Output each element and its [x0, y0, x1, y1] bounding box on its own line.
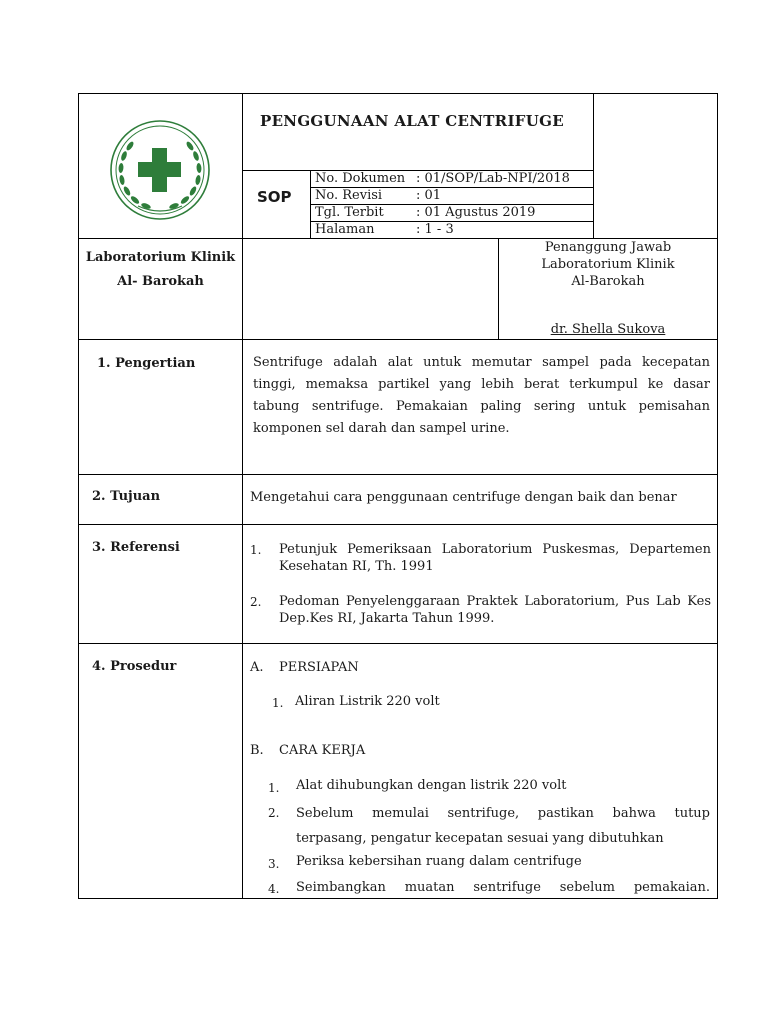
list-item: Sebelum memulai sentrifuge, pastikan bahwa tutup terpasang, pengatur kecepatan sesuai yang dibutuhkan	[296, 806, 710, 846]
responsible-block	[499, 239, 717, 290]
subsection-letter-a: A.	[250, 660, 264, 675]
document-title: PENGGUNAAN ALAT CENTRIFUGE	[260, 112, 564, 130]
subsection-title-cara-kerja: CARA KERJA	[279, 743, 366, 758]
list-item: Aliran Listrik 220 volt	[295, 694, 440, 709]
list-item-number: 2.	[268, 806, 280, 820]
list-item: Pedoman Penyelenggaraan Praktek Laboratorium, Pus Lab Kes Dep.Kes RI, Jakarta Tahun 1999.	[279, 594, 711, 626]
responsible-line-1: Penanggung Jawab	[544, 240, 672, 255]
meta-value-doc-number: : 01/SOP/Lab-NPI/2018	[416, 171, 570, 186]
meta-label-revision: No. Revisi	[315, 188, 383, 203]
meta-label-issue-date: Tgl. Terbit	[315, 205, 384, 220]
section-label-referensi: 3. Referensi	[92, 540, 180, 555]
subsection-letter-b: B.	[250, 743, 264, 758]
list-item: Alat dihubungkan dengan listrik 220 volt	[296, 778, 567, 793]
section-label-tujuan: 2. Tujuan	[92, 489, 161, 504]
institution-name	[79, 246, 242, 294]
meta-value-issue-date: : 01 Agustus 2019	[416, 205, 536, 220]
list-item-number: 1.	[250, 543, 262, 557]
list-item-number: 4.	[268, 882, 280, 896]
institution-line-2: Al- Barokah	[117, 274, 204, 289]
institution-line-1: Laboratorium Klinik	[85, 250, 236, 265]
section-label-pengertian: 1. Pengertian	[97, 356, 196, 371]
responsible-line-2: Laboratorium Klinik	[541, 257, 675, 272]
list-item-number: 2.	[250, 595, 262, 609]
section-label-prosedur: 4. Prosedur	[92, 659, 177, 674]
subsection-title-persiapan: PERSIAPAN	[279, 660, 359, 675]
clinic-logo	[108, 116, 212, 224]
list-item-number: 1.	[272, 696, 284, 710]
meta-label-page: Halaman	[315, 222, 375, 237]
responsible-line-3: Al-Barokah	[571, 274, 645, 289]
sop-label: SOP	[257, 188, 292, 206]
list-item: Periksa kebersihan ruang dalam centrifuge	[296, 854, 582, 869]
pengertian-text: Sentrifuge adalah alat untuk memutar sampel pada kecepatan tinggi, memaksa partikel yang lebih berat terkumpul ke dasar tabung sentrifuge. Pemakaian paling sering untuk pemisahan komponen sel darah dan sampel urine.	[253, 355, 710, 436]
list-item-number: 1.	[268, 781, 280, 795]
tujuan-text: Mengetahui cara penggunaan centrifuge dengan baik dan benar	[250, 490, 677, 505]
meta-value-page: : 1 - 3	[416, 222, 454, 237]
meta-value-revision: : 01	[416, 188, 442, 203]
list-item-text: Seimbangkan muatan sentrifuge sebelum pemakaian.	[296, 880, 710, 895]
list-item-partial	[296, 879, 710, 897]
list-item-number: 3.	[268, 857, 280, 871]
meta-label-doc-number: No. Dokumen	[315, 171, 406, 186]
responsible-signatory: dr. Shella Sukova	[550, 322, 666, 337]
list-item: Petunjuk Pemeriksaan Laboratorium Puskesmas, Departemen Kesehatan RI, Th. 1991	[279, 542, 711, 574]
